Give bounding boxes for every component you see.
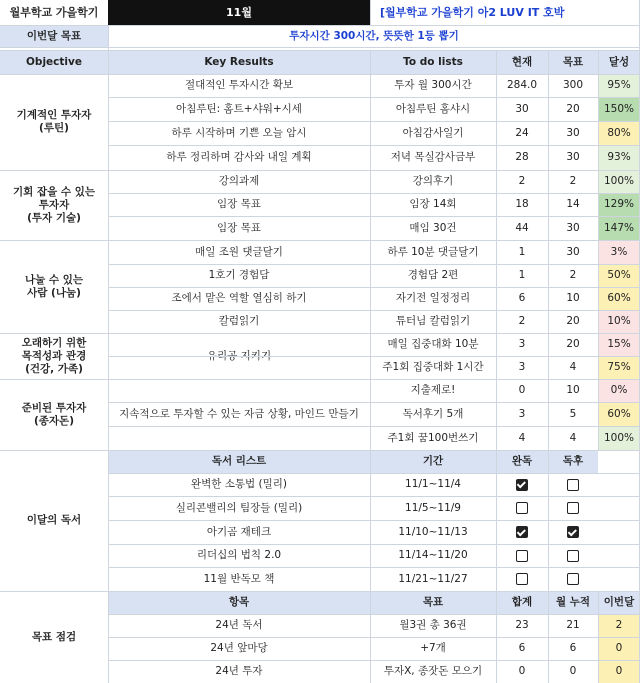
- todo-item: 투자 월 300시간: [394, 79, 472, 91]
- grid-hline: [108, 426, 640, 427]
- check-monthly: 0: [569, 665, 577, 677]
- todo-item: 주1회 꿈100번쓰기: [387, 431, 479, 444]
- check-sum: 0: [518, 665, 526, 677]
- target-value: 300: [562, 79, 584, 91]
- target-value: 20: [566, 338, 580, 350]
- achievement-rate: 100%: [598, 426, 640, 450]
- target-value: 30: [566, 151, 580, 163]
- done-checkbox[interactable]: [516, 502, 528, 514]
- current-value: 0: [518, 384, 526, 396]
- done-checkbox[interactable]: [516, 526, 528, 538]
- todo-item: 주1회 집중대화 1시간: [382, 361, 484, 373]
- review-checkbox-cell: [548, 544, 598, 567]
- check-this-month: 0: [598, 637, 640, 660]
- target-value: 20: [566, 315, 580, 327]
- target-value: 5: [569, 407, 577, 420]
- current-value: 2: [518, 175, 526, 187]
- grid-hline: [108, 240, 640, 241]
- done-checkbox[interactable]: [516, 479, 528, 491]
- achievement-rate: 95%: [598, 74, 640, 97]
- review-checkbox-cell: [548, 496, 598, 520]
- grid-hline: [108, 216, 640, 217]
- done-checkbox-cell: [496, 544, 548, 567]
- kr-health: 유리공 지키기: [206, 349, 272, 362]
- book-title: 완벽한 소통법 (밀리): [190, 478, 287, 490]
- grid-hline: [108, 402, 640, 403]
- banner-link[interactable]: [월부학교 가을학기 아2 LUV IT 호박: [380, 6, 565, 19]
- check-this-month: 2: [598, 614, 640, 637]
- check-label: 목표 점검: [31, 630, 77, 643]
- grid-hline: [108, 473, 640, 474]
- achievement-rate: 60%: [598, 402, 640, 426]
- book-title: 11월 반독모 책: [203, 572, 275, 585]
- goal-label: 이번달 목표: [0, 25, 108, 47]
- review-checkbox[interactable]: [567, 479, 579, 491]
- grid-vline: [598, 591, 599, 683]
- review-checkbox[interactable]: [567, 550, 579, 562]
- check-col-sum: 합계: [496, 591, 548, 614]
- todo-item: 강의후기: [412, 175, 454, 187]
- col-key-results: Key Results: [108, 50, 370, 74]
- check-target: 투자X, 종잣돈 모으기: [383, 665, 483, 677]
- check-target: 월3권 총 36권: [399, 619, 467, 631]
- key-result: 매일 조원 댓글달기: [195, 245, 283, 258]
- key-result: 임장 목표: [217, 198, 261, 210]
- objective-invest-skill: 기회 잡을 수 있는 투자자 (투자 기술): [13, 185, 95, 224]
- achievement-rate: 10%: [598, 310, 640, 333]
- grid-hline: [108, 614, 640, 615]
- target-value: 20: [566, 102, 580, 115]
- objective-sharing: 나눌 수 있는 사람 (나눔): [24, 273, 84, 299]
- grid-hline: [108, 356, 640, 357]
- book-title: 리더십의 법칙 2.0: [196, 549, 282, 561]
- review-checkbox[interactable]: [567, 526, 579, 538]
- target-value: 30: [566, 245, 580, 258]
- check-col-this-month: 이번달: [598, 591, 640, 614]
- current-value: 30: [515, 102, 529, 115]
- key-result: 하루 시작하며 기쁜 오늘 암시: [171, 126, 307, 139]
- grid-hline: [108, 591, 640, 592]
- current-value: 3: [518, 338, 526, 350]
- grid-hline: [108, 170, 640, 171]
- objective-seed-money: 준비된 투자자 (종자돈): [21, 401, 87, 427]
- grid-hline: [108, 379, 640, 380]
- grid-hline: [108, 121, 640, 122]
- grid-hline: [108, 660, 640, 661]
- reading-col-period: 기간: [370, 450, 496, 473]
- current-value: 4: [518, 431, 526, 444]
- todo-item: 독서후기 5개: [402, 407, 464, 420]
- check-monthly: 6: [569, 642, 577, 654]
- objective-health-family: 오래하기 위한 목적성과 관경 (건강, 가족): [21, 336, 87, 375]
- todo-item: 자기전 일정정리: [395, 292, 471, 304]
- target-value: 10: [566, 384, 580, 396]
- grid-hline: [0, 50, 640, 51]
- grid-hline: [108, 450, 640, 451]
- done-checkbox-cell: [496, 496, 548, 520]
- done-checkbox[interactable]: [516, 550, 528, 562]
- current-value: 6: [518, 292, 526, 304]
- current-value: 1: [518, 245, 526, 258]
- check-item: 24년 앞마당: [210, 642, 268, 654]
- key-result: 1호기 경험담: [208, 269, 270, 281]
- reading-col-review: 독후: [548, 450, 598, 473]
- done-checkbox-cell: [496, 567, 548, 591]
- target-value: 30: [566, 126, 580, 139]
- check-this-month: 0: [598, 660, 640, 683]
- check-col-target: 목표: [370, 591, 496, 614]
- achievement-rate: 93%: [598, 145, 640, 170]
- grid-hline: [108, 496, 640, 497]
- achievement-rate: 129%: [598, 193, 640, 216]
- done-checkbox-cell: [496, 473, 548, 496]
- check-monthly: 21: [566, 619, 580, 631]
- todo-item: 저녁 목실감사금부: [390, 151, 476, 163]
- grid-hline: [108, 333, 640, 334]
- grid-hline: [108, 544, 640, 545]
- achievement-rate: 150%: [598, 97, 640, 121]
- current-value: 3: [518, 407, 526, 420]
- review-checkbox-cell: [548, 473, 598, 496]
- col-current: 현재: [496, 50, 548, 74]
- objective-routine: 기계적인 투자자 (루틴): [16, 109, 92, 134]
- check-item: 24년 독서: [215, 619, 263, 631]
- todo-item: 하루 10분 댓글달기: [387, 245, 479, 258]
- check-target: +7개: [420, 642, 446, 654]
- key-result: 절대적인 투자시간 확보: [184, 79, 294, 91]
- todo-item: 아침감사일기: [402, 126, 464, 139]
- kr-seed-money: 지속적으로 투자할 수 있는 자금 상황, 마인드 만들기: [119, 408, 359, 420]
- grid-vline: [496, 50, 497, 683]
- reading-label: 이달의 독서: [26, 514, 82, 526]
- done-checkbox-cell: [496, 520, 548, 544]
- grid-hline: [108, 74, 640, 75]
- grid-hline: [108, 310, 640, 311]
- book-title: 실리콘밸리의 팀장들 (밀리): [175, 501, 303, 514]
- target-value: 14: [566, 198, 580, 210]
- target-value: 2: [569, 175, 577, 187]
- key-result: 하루 정리하며 감사와 내일 계획: [166, 151, 312, 163]
- col-target: 목표: [548, 50, 598, 74]
- reading-col-done: 완독: [496, 450, 548, 473]
- key-result: 칼럼읽기: [218, 315, 260, 327]
- school-title: 월부학교 가을학기: [9, 6, 99, 19]
- book-title: 아기곰 재테크: [206, 525, 272, 538]
- todo-item: 경험담 2편: [407, 269, 459, 281]
- todo-item: 지출제로!: [410, 384, 456, 396]
- grid-hline: [108, 145, 640, 146]
- achievement-rate: 80%: [598, 121, 640, 145]
- current-value: 284.0: [506, 79, 538, 91]
- current-value: 24: [515, 126, 529, 139]
- current-value: 1: [518, 269, 526, 281]
- todo-item: 매일 집중대화 10분: [387, 338, 479, 350]
- target-value: 4: [569, 431, 577, 444]
- key-result: 임장 목표: [217, 221, 261, 234]
- achievement-rate: 100%: [598, 170, 640, 193]
- review-checkbox[interactable]: [567, 502, 579, 514]
- key-result: 아침루틴: 홈트+샤워+시세: [176, 102, 302, 115]
- review-checkbox[interactable]: [567, 573, 579, 585]
- book-period: 11/1~11/4: [405, 478, 461, 490]
- book-period: 11/21~11/27: [398, 572, 468, 585]
- target-value: 30: [566, 221, 580, 234]
- current-value: 3: [518, 361, 526, 373]
- review-checkbox-cell: [548, 567, 598, 591]
- achievement-rate: 60%: [598, 287, 640, 310]
- done-checkbox[interactable]: [516, 573, 528, 585]
- achievement-rate: 3%: [598, 240, 640, 264]
- book-period: 11/14~11/20: [398, 549, 468, 561]
- col-objective: Objective: [0, 50, 108, 74]
- month-bar: 11월: [108, 0, 370, 25]
- check-sum: 23: [515, 619, 529, 631]
- current-value: 18: [515, 198, 529, 210]
- col-todo: To do lists: [370, 50, 496, 74]
- todo-item: 임장 14회: [409, 198, 457, 210]
- grid-hline: [108, 520, 640, 521]
- grid-hline: [108, 567, 640, 568]
- target-value: 10: [566, 292, 580, 304]
- col-rate: 달성: [598, 50, 640, 74]
- reading-col-list: 독서 리스트: [108, 450, 370, 473]
- todo-item: 아침루틴 홈샤시: [395, 102, 471, 115]
- check-col-item: 항목: [108, 591, 370, 614]
- achievement-rate: 75%: [598, 356, 640, 379]
- check-item: 24년 투자: [215, 665, 263, 677]
- current-value: 2: [518, 315, 526, 327]
- achievement-rate: 147%: [598, 216, 640, 240]
- grid-hline: [0, 47, 640, 48]
- grid-vline: [108, 25, 109, 683]
- todo-item: 매임 30건: [409, 221, 457, 234]
- grid-hline: [108, 193, 640, 194]
- key-result: 조에서 맡은 역할 열심히 하기: [171, 292, 307, 304]
- current-value: 44: [515, 221, 529, 234]
- goal-text: 투자시간 300시간, 뜻뜻한 1등 뽑기: [289, 29, 459, 42]
- achievement-rate: 50%: [598, 264, 640, 287]
- book-period: 11/5~11/9: [405, 501, 461, 514]
- grid-vline: [370, 0, 371, 25]
- check-sum: 6: [518, 642, 526, 654]
- achievement-rate: 15%: [598, 333, 640, 356]
- todo-item: 튜터님 칼럼읽기: [395, 315, 471, 327]
- grid-vline: [548, 50, 549, 683]
- grid-vline: [598, 50, 599, 450]
- grid-hline: [108, 97, 640, 98]
- review-checkbox-cell: [548, 520, 598, 544]
- target-value: 2: [569, 269, 577, 281]
- check-col-monthly: 월 누적: [548, 591, 598, 614]
- grid-hline: [108, 287, 640, 288]
- grid-hline: [0, 25, 640, 26]
- grid-hline: [108, 264, 640, 265]
- current-value: 28: [515, 151, 529, 163]
- achievement-rate: 0%: [598, 379, 640, 402]
- key-result: 강의과제: [218, 175, 260, 187]
- book-period: 11/10~11/13: [398, 525, 468, 538]
- target-value: 4: [569, 361, 577, 373]
- grid-vline: [370, 50, 371, 683]
- grid-hline: [108, 637, 640, 638]
